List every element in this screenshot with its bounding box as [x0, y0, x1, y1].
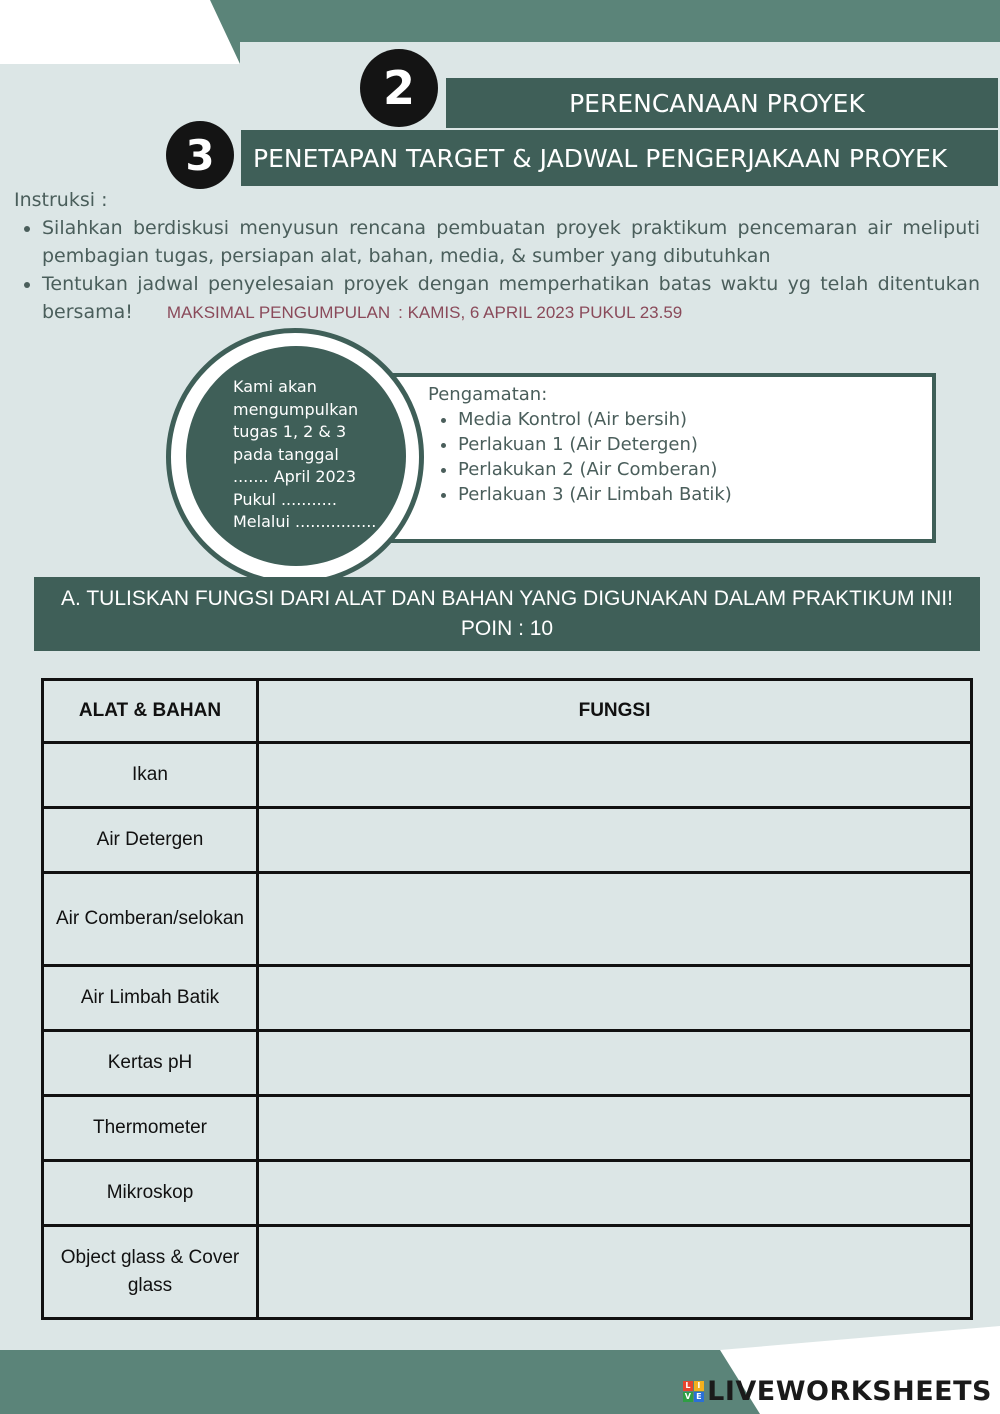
schedule-time-field[interactable]: Pukul ...........	[233, 489, 337, 509]
step2-title: PERENCANAAN PROYEK	[569, 88, 865, 118]
schedule-line: tugas 1, 2 & 3	[233, 422, 347, 441]
table-row	[43, 743, 972, 808]
deadline-value: : KAMIS, 6 APRIL 2023 PUKUL 23.59	[398, 303, 683, 322]
table-row	[43, 1226, 972, 1319]
header-alat-bahan: ALAT & BAHAN	[43, 680, 258, 743]
step2-number: 2	[382, 61, 415, 115]
item-cell: Air Comberan/selokan	[43, 873, 258, 966]
logo-text: LIVEWORKSHEETS	[707, 1376, 992, 1407]
liveworksheets-logo[interactable]	[683, 1376, 992, 1407]
tools-materials-table	[41, 678, 973, 1320]
fungsi-input[interactable]	[258, 873, 972, 966]
table-header-row	[43, 680, 972, 743]
item-cell: Air Detergen	[43, 808, 258, 873]
step2-title-bar	[446, 78, 998, 128]
step3-number: 3	[185, 130, 215, 180]
fungsi-input[interactable]	[258, 1226, 972, 1319]
observation-title: Pengamatan:	[428, 384, 548, 405]
fungsi-input[interactable]	[258, 1161, 972, 1226]
observation-content	[428, 382, 908, 507]
table-row	[43, 1096, 972, 1161]
section-a-title: A. TULISKAN FUNGSI DARI ALAT DAN BAHAN YANG DIGUNAKAN DALAM PRAKTIKUM INI!	[61, 587, 953, 610]
observation-item: • Perlakuan 1 (Air Detergen)	[458, 432, 908, 457]
schedule-line: pada tanggal	[233, 444, 339, 464]
item-cell: Air Limbah Batik	[43, 966, 258, 1031]
table-row	[43, 966, 972, 1031]
instructions-block	[14, 186, 980, 327]
table-row	[43, 808, 972, 873]
instructions-label: Instruksi :	[14, 189, 108, 211]
table-row	[43, 873, 972, 966]
observation-item: • Media Kontrol (Air bersih)	[458, 407, 908, 432]
step3-title-bar	[241, 130, 998, 186]
fungsi-input[interactable]	[258, 1031, 972, 1096]
fungsi-input[interactable]	[258, 966, 972, 1031]
fungsi-input[interactable]	[258, 743, 972, 808]
item-cell: Kertas pH	[43, 1031, 258, 1096]
observation-item: • Perlakuan 3 (Air Limbah Batik)	[458, 482, 908, 507]
top-white-corner	[0, 0, 240, 64]
item-cell: Thermometer	[43, 1096, 258, 1161]
step3-title: PENETAPAN TARGET & JADWAL PENGERJAKAAN PROYEK	[253, 143, 948, 173]
section-a-points: POIN : 10	[460, 617, 554, 640]
step2-number-badge	[360, 49, 438, 127]
step3-number-badge	[166, 121, 234, 189]
item-cell: Ikan	[43, 743, 258, 808]
fungsi-input[interactable]	[258, 808, 972, 873]
schedule-line: Kami akan	[233, 377, 317, 396]
schedule-via-field[interactable]: Melalui ................	[233, 512, 377, 531]
deadline-label: MAKSIMAL PENGUMPULAN	[166, 303, 391, 322]
fungsi-input[interactable]	[258, 1096, 972, 1161]
header-fungsi: FUNGSI	[258, 680, 972, 743]
section-a-banner	[34, 577, 980, 651]
instruction-item: • Tentukan jadwal penyelesaian proyek dengan memperhatikan batas waktu yg telah ditentukan bersama! MAKSIMAL PENGUMPULAN : KAMIS, 6 APRIL 2023 PUKUL 23.59	[42, 270, 980, 327]
observation-list	[428, 407, 908, 507]
table-row	[43, 1161, 972, 1226]
item-cell: Object glass & Cover glass	[43, 1226, 258, 1319]
observation-item: • Perlakukan 2 (Air Comberan)	[458, 457, 908, 482]
schedule-line: mengumpulkan	[233, 399, 359, 419]
item-cell: Mikroskop	[43, 1161, 258, 1226]
schedule-text	[233, 376, 403, 534]
instruction-item: • Silahkan berdiskusi menyusun rencana pembuatan proyek praktikum pencemaran air meliputi pembagian tugas, persiapan alat, bahan, media, & sumber yang dibutuhkan	[42, 214, 980, 270]
instructions-list	[14, 214, 980, 327]
schedule-date-field[interactable]: ....... April 2023	[233, 467, 357, 486]
table-row	[43, 1031, 972, 1096]
logo-mark-icon: L I V E	[683, 1381, 704, 1402]
